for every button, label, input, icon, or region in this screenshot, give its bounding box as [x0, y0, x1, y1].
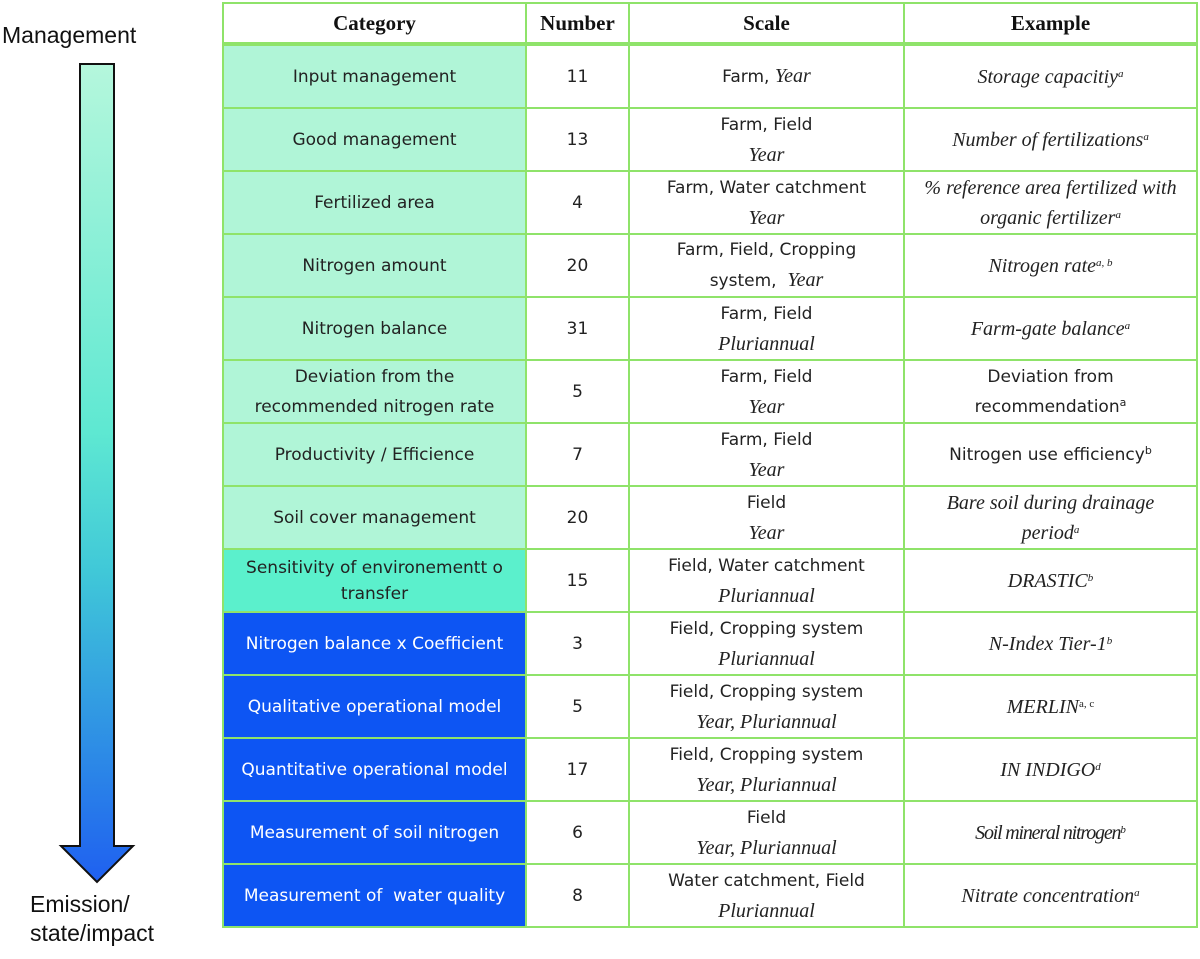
scale-text: Field, Cropping system: [669, 744, 864, 765]
footnote-mark: a, b: [1096, 256, 1113, 269]
scale-period: Year: [774, 65, 811, 87]
header-scale: Scale: [629, 3, 904, 44]
example-cell: [904, 864, 1197, 927]
example-cell: [904, 360, 1197, 423]
footnote-mark: a: [1118, 67, 1124, 80]
scale-text: Field: [746, 492, 787, 513]
example-cell: [904, 801, 1197, 864]
example-text-line2: period: [1021, 521, 1074, 544]
number-cell: 4: [526, 171, 629, 234]
example-text-line2: recommendation: [974, 396, 1120, 417]
table-row: [223, 108, 1197, 171]
category-cell: Input management: [223, 44, 526, 108]
scale-text: Farm, Field: [720, 114, 813, 135]
category-text-line2: recommended nitrogen rate: [254, 396, 495, 417]
scale-text: Farm, Field: [720, 303, 813, 324]
scale-text: Water catchment, Field: [668, 870, 865, 891]
scale-cell: [629, 171, 904, 234]
footnote-mark: b: [1087, 571, 1094, 584]
example-text: Soil mineral nitrogen: [975, 821, 1121, 844]
scale-cell: [629, 612, 904, 675]
scale-cell: [629, 44, 904, 108]
table-row: [223, 864, 1197, 927]
example-cell: [904, 297, 1197, 360]
table-row: [223, 171, 1197, 234]
scale-period: Year: [748, 143, 785, 166]
table-row: [223, 549, 1197, 612]
example-text: Number of fertilizations: [952, 128, 1144, 151]
scale-text: Field, Cropping system: [669, 618, 864, 639]
example-text: MERLIN: [1006, 695, 1079, 718]
number-cell: 3: [526, 612, 629, 675]
scale-period: Year: [748, 458, 785, 481]
category-cell: Productivity / Efficience: [223, 423, 526, 486]
scale-text: Farm, Field: [720, 429, 813, 450]
example-text: DRASTIC: [1007, 569, 1088, 592]
scale-period: Year: [748, 206, 785, 229]
scale-period: Year, Pluriannual: [696, 773, 837, 796]
example-cell: [904, 44, 1197, 108]
example-cell: [904, 171, 1197, 234]
example-text: N-Index Tier-1: [988, 632, 1107, 655]
scale-cell: [629, 423, 904, 486]
scale-period: Year, Pluriannual: [696, 836, 837, 859]
example-cell: [904, 423, 1197, 486]
scale-period: Pluriannual: [718, 899, 815, 922]
category-cell: Qualitative operational model: [223, 675, 526, 738]
category-cell: [223, 549, 526, 612]
category-text: Sensitivity of environementt o: [246, 557, 503, 578]
management-label: Management: [2, 22, 137, 48]
scale-cell: [629, 234, 904, 297]
number-cell: 11: [526, 44, 629, 108]
table-row: [223, 297, 1197, 360]
category-cell: Quantitative operational model: [223, 738, 526, 801]
example-cell: [904, 486, 1197, 549]
footnote-mark: d: [1095, 760, 1101, 773]
category-cell: Nitrogen balance x Coefficient: [223, 612, 526, 675]
footnote-mark: a: [1073, 523, 1080, 536]
table-row: [223, 44, 1197, 108]
number-cell: 6: [526, 801, 629, 864]
example-text: Nitrogen rate: [988, 254, 1097, 277]
example-cell: [904, 108, 1197, 171]
table-row: [223, 486, 1197, 549]
scale-period: Year, Pluriannual: [696, 710, 837, 733]
emission-label-line2: state/impact: [30, 920, 154, 946]
example-text: Farm-gate balance: [970, 317, 1125, 340]
scale-cell: [629, 675, 904, 738]
header-number: Number: [526, 3, 629, 44]
example-text: Nitrogen use efficiency: [949, 444, 1145, 465]
scale-text: Field: [746, 807, 787, 828]
scale-text: Field, Cropping system: [669, 681, 864, 702]
category-cell: Fertilized area: [223, 171, 526, 234]
scale-text: Farm, Field, Cropping: [676, 240, 857, 260]
number-cell: 5: [526, 360, 629, 423]
table-row: [223, 675, 1197, 738]
example-text: Nitrate concentration: [961, 884, 1135, 907]
scale-cell: [629, 297, 904, 360]
example-text: IN INDIGO: [1000, 758, 1096, 781]
example-cell: [904, 738, 1197, 801]
emission-label: [30, 890, 154, 948]
category-cell: Good management: [223, 108, 526, 171]
number-cell: 13: [526, 108, 629, 171]
number-cell: 7: [526, 423, 629, 486]
table-row: [223, 234, 1197, 297]
number-cell: 20: [526, 234, 629, 297]
scale-text: Farm, Field: [720, 366, 813, 387]
example-text: Bare soil during drainage: [946, 491, 1155, 514]
scale-cell: [629, 801, 904, 864]
example-cell: [904, 234, 1197, 297]
category-cell: Measurement of water quality: [223, 864, 526, 927]
scale-text-line2: system,: [709, 271, 788, 291]
number-cell: 15: [526, 549, 629, 612]
category-cell: Nitrogen amount: [223, 234, 526, 297]
example-cell: [904, 612, 1197, 675]
table-header-row: [223, 3, 1197, 44]
category-cell: Measurement of soil nitrogen: [223, 801, 526, 864]
indicator-table: [222, 2, 1198, 928]
number-cell: 20: [526, 486, 629, 549]
scale-cell: [629, 738, 904, 801]
scale-period: Year: [748, 395, 785, 418]
emission-label-line1: Emission/: [30, 891, 130, 917]
footnote-mark: a: [1124, 319, 1131, 332]
number-cell: 17: [526, 738, 629, 801]
scale-cell: [629, 864, 904, 927]
example-cell: [904, 549, 1197, 612]
example-text: Storage capacitiy: [977, 65, 1119, 88]
category-text-line2: transfer: [340, 583, 409, 604]
number-cell: 31: [526, 297, 629, 360]
footnote-mark: a: [1134, 886, 1140, 899]
footnote-mark: b: [1144, 443, 1152, 457]
scale-cell: [629, 549, 904, 612]
category-text: Deviation from the: [294, 366, 455, 387]
category-cell: Soil cover management: [223, 486, 526, 549]
table-row: [223, 801, 1197, 864]
scale-cell: [629, 486, 904, 549]
footnote-mark: a: [1119, 395, 1127, 409]
table-row: [223, 360, 1197, 423]
scale-period: Pluriannual: [718, 647, 815, 670]
example-cell: [904, 675, 1197, 738]
footnote-mark: b: [1106, 634, 1113, 647]
scale-period: Year: [787, 269, 824, 291]
table-row: [223, 738, 1197, 801]
management-to-emission-arrow: [58, 62, 136, 884]
footnote-mark: b: [1120, 823, 1126, 836]
header-category: Category: [223, 3, 526, 44]
scale-cell: [629, 108, 904, 171]
scale-text: Farm, Water catchment: [666, 177, 867, 198]
example-text-line2: organic fertilizer: [980, 206, 1116, 229]
footnote-mark: a: [1115, 208, 1121, 221]
scale-text: Field, Water catchment: [668, 555, 865, 576]
example-text: Deviation from: [987, 366, 1114, 387]
number-cell: 8: [526, 864, 629, 927]
scale-text: Farm,: [722, 67, 775, 87]
example-text: % reference area fertilized with: [924, 176, 1177, 199]
footnote-mark: a: [1143, 130, 1149, 143]
header-example: Example: [904, 3, 1197, 44]
scale-period: Pluriannual: [718, 584, 815, 607]
table-row: [223, 612, 1197, 675]
footnote-mark: a, c: [1078, 697, 1095, 710]
scale-period: Pluriannual: [718, 332, 815, 355]
scale-period: Year: [748, 521, 785, 544]
number-cell: 5: [526, 675, 629, 738]
arrow-shape: [61, 64, 133, 882]
table-row: [223, 423, 1197, 486]
category-cell: [223, 360, 526, 423]
scale-cell: [629, 360, 904, 423]
category-cell: Nitrogen balance: [223, 297, 526, 360]
